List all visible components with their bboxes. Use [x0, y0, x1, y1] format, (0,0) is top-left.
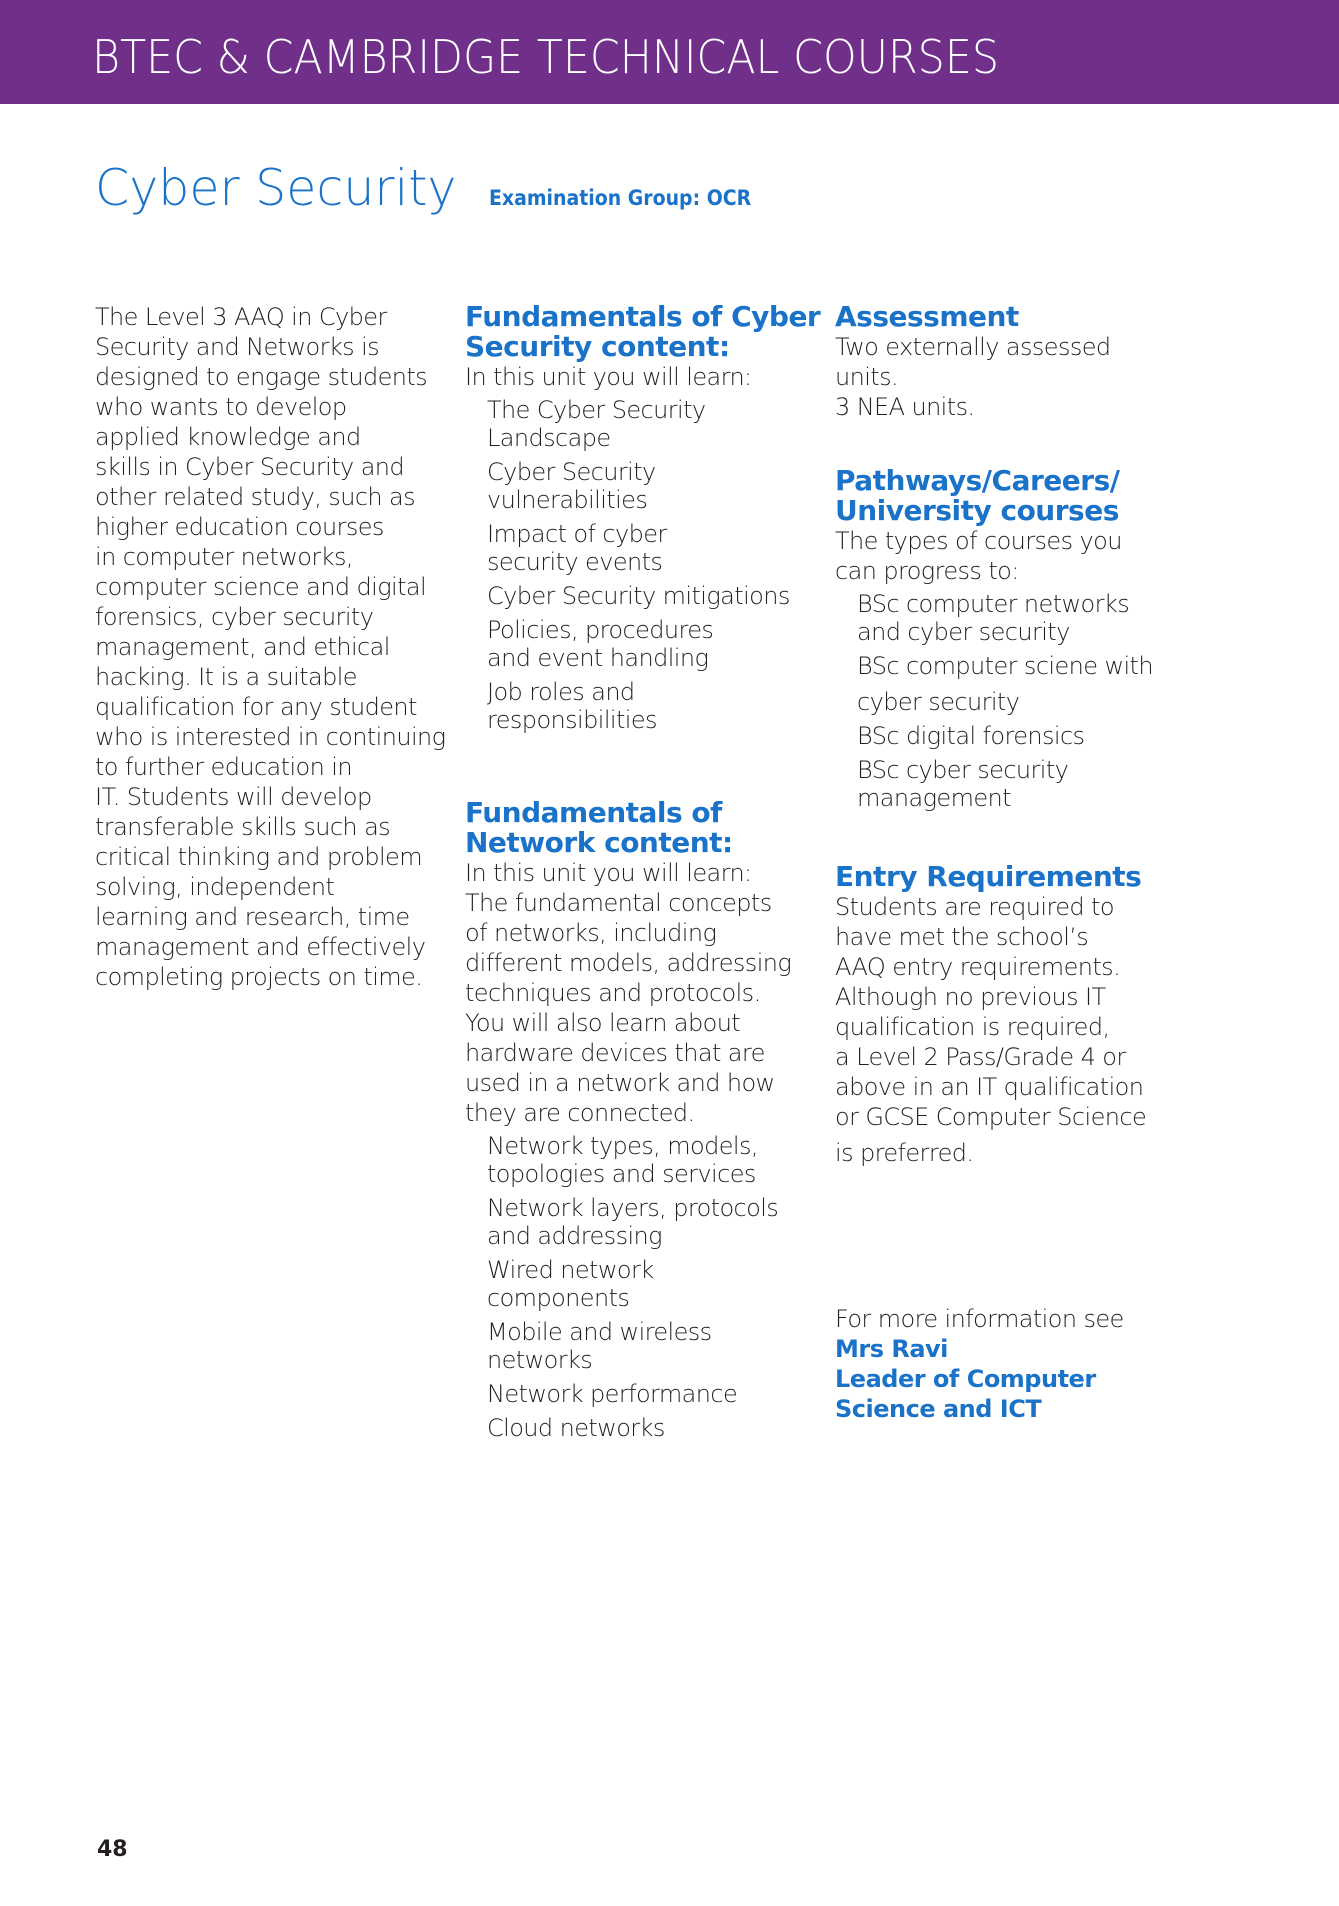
list-item-line: and addressing [487, 1222, 662, 1250]
list-item-line: BSc cyber security [857, 756, 1069, 784]
intro-line: in computer networks, [95, 543, 353, 571]
list-item-line: and cyber security [857, 618, 1070, 646]
entry-line: is preferred. [835, 1139, 974, 1167]
page-title: Cyber Security [95, 159, 457, 217]
list-item-line: Impact of cyber [487, 520, 667, 548]
banner-title: BTEC & CAMBRIDGE TECHNICAL COURSES [92, 30, 1000, 84]
list-item [857, 590, 1195, 646]
list-item-line: vulnerabilities [487, 486, 648, 514]
list-item [487, 1194, 825, 1250]
list-item [487, 678, 825, 734]
list-item [487, 1380, 825, 1408]
assessment-heading: Assessment [835, 300, 1019, 333]
list-item-line: Network layers, protocols [487, 1194, 779, 1222]
list-item-line: BSc digital forensics [857, 722, 1085, 750]
contact-role: Leader of Computer [835, 1365, 1096, 1393]
entry-heading: Entry Requirements [835, 860, 1142, 893]
entry-section [835, 862, 1195, 1168]
list-item [857, 756, 1195, 812]
cyber-content-list [465, 396, 825, 734]
list-item [487, 396, 825, 452]
list-item-line: Network types, models, [487, 1132, 758, 1160]
list-item-line: Cyber Security mitigations [487, 582, 790, 610]
list-item-line: Network performance [487, 1380, 738, 1408]
intro-line: completing projects on time. [95, 963, 423, 991]
list-item [487, 1132, 825, 1188]
intro-column [95, 302, 455, 992]
info-column [835, 302, 1195, 1424]
spacer [835, 1168, 1195, 1304]
network-body-line: The fundamental concepts [465, 889, 772, 917]
list-item-line: BSc computer sciene with [857, 652, 1153, 680]
contact-role: Science and ICT [835, 1395, 1042, 1423]
list-item [487, 458, 825, 514]
pathways-heading: University courses [835, 494, 1119, 527]
spacer [835, 818, 1195, 862]
assessment-line: 3 NEA units. [835, 393, 975, 421]
list-item [487, 616, 825, 672]
header-banner [0, 0, 1339, 104]
intro-line: management, and ethical [95, 633, 390, 661]
cyber-content-heading: Fundamentals of Cyber [465, 300, 821, 333]
intro-line: computer science and digital [95, 573, 427, 601]
intro-line: critical thinking and problem [95, 843, 423, 871]
pathways-lead: The types of courses you [835, 527, 1122, 555]
entry-line: Although no previous IT [835, 983, 1106, 1011]
pathways-heading: Pathways/Careers/ [835, 464, 1120, 497]
intro-paragraph [95, 302, 455, 992]
entry-line: above in an IT qualification [835, 1073, 1144, 1101]
list-item-line: security events [487, 548, 663, 576]
list-item-line: Policies, procedures [487, 616, 714, 644]
list-item-line: topologies and services [487, 1160, 756, 1188]
list-item-line: and event handling [487, 644, 709, 672]
intro-line: other related study, such as [95, 483, 416, 511]
contact-name: Mrs Ravi [835, 1335, 948, 1363]
list-item-line: components [487, 1284, 630, 1312]
cyber-content-heading: Security content: [465, 330, 730, 363]
entry-line: have met the school’s [835, 923, 1089, 951]
network-content-list [465, 1132, 825, 1442]
network-content-heading: Fundamentals of [465, 796, 722, 829]
list-item-line: BSc computer networks [857, 590, 1130, 618]
pathways-lead: can progress to: [835, 557, 1019, 585]
intro-line: solving, independent [95, 873, 335, 901]
intro-line: who wants to develop [95, 393, 347, 421]
network-content-heading: Network content: [465, 826, 733, 859]
content-column [465, 302, 825, 1448]
intro-line: to further education in [95, 753, 352, 781]
list-item-line: networks [487, 1346, 593, 1374]
list-item [487, 1256, 825, 1312]
network-body-line: hardware devices that are [465, 1039, 765, 1067]
page-number: 48 [97, 1837, 128, 1862]
network-body-line: they are connected. [465, 1099, 695, 1127]
intro-line: designed to engage students [95, 363, 428, 391]
assessment-line: Two externally assessed [835, 333, 1111, 361]
list-item [857, 722, 1195, 750]
intro-line: who is interested in continuing [95, 723, 446, 751]
pathways-list [835, 590, 1195, 812]
intro-line: learning and research, time [95, 903, 410, 931]
list-item-line: Cyber Security [487, 458, 656, 486]
intro-line: hacking. It is a suitable [95, 663, 357, 691]
intro-line: forensics, cyber security [95, 603, 374, 631]
exam-group-label: Examination Group: OCR [489, 186, 752, 210]
network-content-section [465, 798, 825, 1442]
network-body-line: techniques and protocols. [465, 979, 761, 1007]
entry-line: a Level 2 Pass/Grade 4 or [835, 1043, 1126, 1071]
list-item-line: Job roles and [487, 678, 635, 706]
list-item-line: responsibilities [487, 706, 657, 734]
entry-line: qualification is required, [835, 1013, 1110, 1041]
entry-line: AAQ entry requirements. [835, 953, 1121, 981]
list-item-line: The Cyber Security [487, 396, 706, 424]
intro-line: applied knowledge and [95, 423, 361, 451]
network-content-lead: In this unit you will learn: [465, 859, 752, 887]
spacer [465, 740, 825, 798]
intro-line: IT. Students will develop [95, 783, 372, 811]
entry-line: or GCSE Computer Science [835, 1103, 1147, 1131]
contact-section [835, 1304, 1195, 1424]
cyber-content-lead: In this unit you will learn: [465, 363, 752, 391]
network-body-line: different models, addressing [465, 949, 792, 977]
list-item-line: management [857, 784, 1011, 812]
list-item [487, 520, 825, 576]
list-item-line: Mobile and wireless [487, 1318, 712, 1346]
contact-lead: For more information see [835, 1305, 1124, 1333]
intro-line: transferable skills such as [95, 813, 391, 841]
intro-line: The Level 3 AAQ in Cyber [95, 303, 387, 331]
spacer [835, 422, 1195, 466]
list-item-line: Landscape [487, 424, 611, 452]
network-body-line: You will also learn about [465, 1009, 741, 1037]
list-item [857, 652, 1195, 716]
list-item [487, 582, 825, 610]
pathways-section [835, 466, 1195, 812]
list-item [487, 1414, 825, 1442]
intro-line: skills in Cyber Security and [95, 453, 405, 481]
network-body-line: used in a network and how [465, 1069, 775, 1097]
cyber-content-section [465, 302, 825, 734]
intro-line: Security and Networks is [95, 333, 380, 361]
list-item [487, 1318, 825, 1374]
list-item-line: Cloud networks [487, 1414, 665, 1442]
network-body-line: of networks, including [465, 919, 717, 947]
assessment-section [835, 302, 1195, 422]
list-item-line: Wired network [487, 1256, 654, 1284]
list-item-line: cyber security [857, 688, 1020, 716]
intro-line: management and effectively [95, 933, 426, 961]
entry-line: Students are required to [835, 893, 1114, 921]
assessment-line: units. [835, 363, 899, 391]
intro-line: higher education courses [95, 513, 384, 541]
intro-line: qualification for any student [95, 693, 417, 721]
